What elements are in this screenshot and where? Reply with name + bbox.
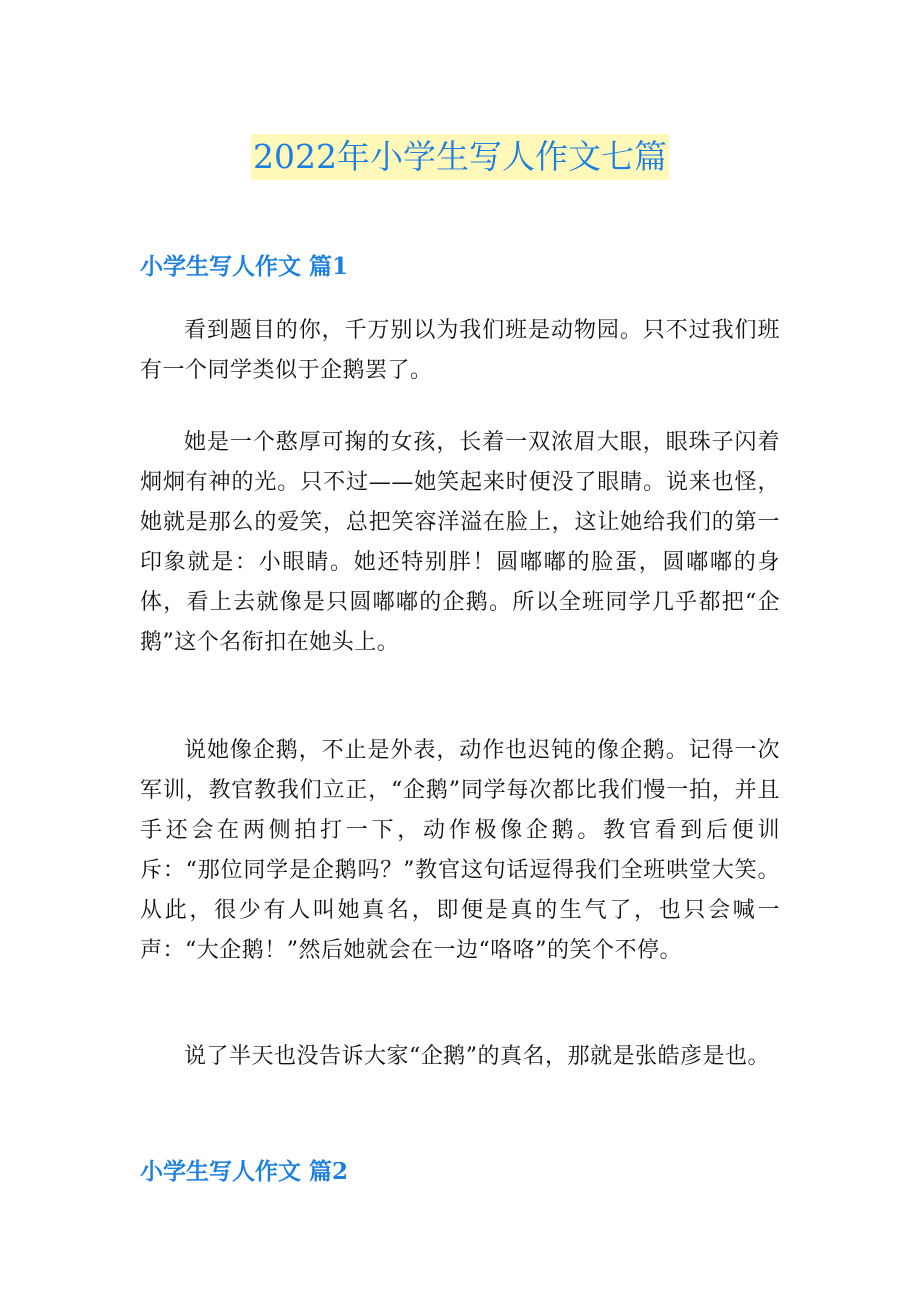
section-heading-1: 小学生写人作文 篇1 [140, 253, 349, 280]
paragraph-1-4: 说了半天也没告诉大家“企鹅”的真名，那就是张皓彦是也。 [184, 1044, 770, 1069]
section-heading-2: 小学生写人作文 篇2 [140, 1158, 349, 1185]
title-container [0, 134, 920, 180]
paragraph-1-3: 说她像企鹅，不止是外表，动作也迟钝的像企鹅。记得一次军训，教官教我们立正，“企鹅”同学每次都比我们慢一拍，并且手还会在两侧拍打一下，动作极像企鹅。教官看到后便训斥：“那位同学是企鹅吗？”教官这句话逗得我们全班哄堂大笑。从此，很少有人叫她真名，即便是真的生气了，也只会喊一声：“大企鹅！”然后她就会在一边“咯咯”的笑个不停。 [140, 738, 780, 963]
paragraph-1-2: 她是一个憨厚可掬的女孩，长着一双浓眉大眼，眼珠子闪着炯炯有神的光。只不过——她笑起来时便没了眼睛。说来也怪，她就是那么的爱笑，总把笑容洋溢在脸上，这让她给我们的第一印象就是：小眼睛。她还特别胖！圆嘟嘟的脸蛋，圆嘟嘟的身体，看上去就像是只圆嘟嘟的企鹅。所以全班同学几乎都把“企鹅”这个名衔扣在她头上。 [140, 430, 780, 655]
document-title: 2022年小学生写人作文七篇 [251, 134, 669, 180]
paragraph-1-1: 看到题目的你，千万别以为我们班是动物园。只不过我们班有一个同学类似于企鹅罢了。 [140, 318, 780, 383]
